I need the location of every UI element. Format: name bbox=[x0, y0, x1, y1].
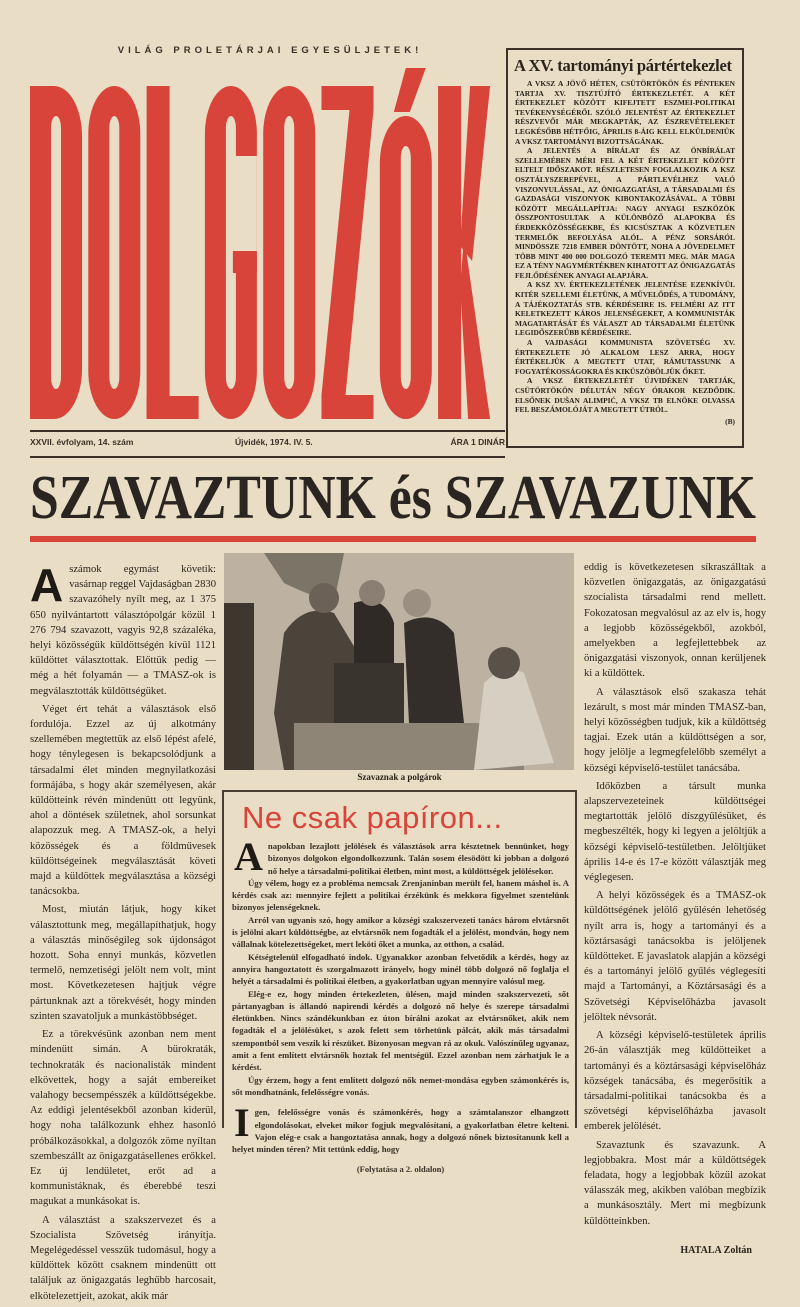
article-paragraph bbox=[232, 1100, 569, 1155]
article-paragraph: Elég-e ez, hogy minden értekezleten, ülésen, majd minden szakszervezeti, sőt pártanyagban is állandó napirendi kérdés a dolgozó nő helye és szerepe társadalmi életünkben. Nincs szándékunkban ez úton bírálni azokat az elvtársnőket, akik nem fogadták el a jelölésüket, s azok felett sem törhetünk pálcát, akik más társadalmi szempontból sem veszik ki részüket. Bizonyosan megvan rá az okuk. Valószínűleg ugyanaz, amit a fent említett elvtársnők hoztak fel mentségül. Ezzel azonban nem zárhatjuk le a kérdést. bbox=[232, 988, 569, 1073]
article-paragraph: Arról van ugyanis szó, hogy amikor a községi szakszervezeti tanács három elvtársnőt is jelölni akart küldöttségbe, az elvtársnők nem fogadták el a jelölést, mondván, hogy nem vállalnak kötelezettségeket, mert leköti őket a munka, az otthon, a család. bbox=[232, 914, 569, 950]
article-paragraph: eddig is következetesen síkraszálltak a közvetlen önigazgatás, az önigazgatású szocialista társadalmi rend mellett. Fokozatosan megvalósul az az elv is, hogy a legjobb közösségekből, azokból, amelyekben a legfejlettebbek az önigazgatási viszonyok, onnan kerüljenek ki a küldöttek. bbox=[584, 562, 766, 680]
article-paragraph: A választások első szakasza tehát lezárult, s most már minden TMASZ-ban, helyi közösségben tudjuk, kik a küldöttség tagjai. Ezek után a küldöttségen a sor, hogy jelölje a legmegfelelőbb személyt a községi képviselő-testület tanácsába. bbox=[584, 686, 766, 774]
article-paragraph: Kétségtelenül elfogadható indok. Ugyanakkor azonban felvetődik a kérdés, hogy az annyira hangoztatott és szorgalmazott irányelv, hogy minél több dolgozó nő foglalja el helyét a társadalmi és politikai életben, a gyakorlatban ugyan mennyire valósul meg. bbox=[232, 951, 569, 987]
drop-cap: I bbox=[234, 1100, 250, 1146]
article-paragraph bbox=[232, 834, 569, 879]
side-article-body bbox=[232, 834, 569, 1176]
article-paragraph: A községi képviselő-testületek április 26-án választják meg küldötteiket a tartományi és a köztársasági képviselőház községek tanácsába, és megerősítik a társadalmi-politikai tanácsokba és a szövetségi képviselőházba javasolt emberek jelölését. bbox=[584, 1030, 766, 1133]
voting-photo bbox=[224, 553, 574, 770]
masthead-logo bbox=[26, 64, 496, 424]
logo-letter-8-arm bbox=[460, 86, 490, 261]
voting-photo-image bbox=[224, 553, 574, 770]
article-paragraph: Időközben a társult munka alapszervezeteinek küldöttségei megtartották jelölő díszgyűlésüket, és megbeszélték, hogy ki legyen a jelöltjük a községi képviselő-testületben. Jelöltjüket április 14-e és 17-e között választják meg véglegesen. bbox=[584, 780, 766, 884]
article-paragraph: Ez a törekvésünk azonban nem ment mindenütt simán. A bürokraták, technokraták és nacionalisták mindent elkövettek, hogy a saját embereiket valahogy becsempésszék a küldöttségekbe. Az eddigi jelentésekből azonban kiderül, hogy noha találkozunk ehhez hasonló próbálkozásokkal, a dolgozók zöme nyíltan szembeszállt az önigazgatásellenes erőkkel. Ez új lendületet, erőt ad a kommunistáknak, és éberebbé teszi magukat a munkásokat is. bbox=[30, 1029, 216, 1208]
issue-price: ÁRA 1 DINÁR bbox=[450, 437, 505, 447]
paragraph-text: napokban lezajlott jelölések és választások arra késztetnek bennünket, hogy bizonyos dolgokon elgondolkozzunk. Talán sosem élesödött ki jobban a dolgozó nő helye a társadalmi-politikai életben, mint most, a küldöttségek jelölésekor. bbox=[267, 841, 569, 876]
side-article-box bbox=[222, 790, 577, 1175]
party-box-paragraph: A KSZ XV. ÉRTEKEZLETÉNEK JELENTÉSE EZENKÍVÜL KITÉR SZELLEMI ÉLETÜNK, A MŰVELŐDÉS, A TUDOMÁNY, A TÁJÉKOZTATÁS STB. KÉRDÉSEIRE IS. FELMÉRI AZ ITT KELETKEZETT KÁROS JELENSÉGEKET, A KOMMUNISTÁK MAGATARTÁSÁT ÉS VÁLASZT AD TÁRSADALMI ÉLETÜNK LEGIDŐSZERŰBB KÉRDÉSEIRE. bbox=[515, 280, 735, 338]
headline-red-rule bbox=[30, 536, 756, 542]
article-paragraph: A helyi közösségek és a TMASZ-ok küldöttségének jelölő gyűlésén lehetőség nyílt arra is, hogy a tartományi és a köztársasági tanácsokba is jelöljenek küldötteket. E javaslatok alapján a községi és a tartományi jelölő gyűlés véglegesíti majd a Tartományi, a Köztársasági és a Szövetségi Képviselőházba javasolt jelöltek névsorát. bbox=[584, 890, 766, 1023]
masthead-tagline: VILÁG PROLETÁRJAI EGYESÜLJETEK! bbox=[117, 45, 423, 56]
logo-letter-3-foot bbox=[147, 396, 199, 419]
masthead-rule-bottom bbox=[30, 456, 505, 458]
logo-letter-6-top bbox=[322, 86, 374, 110]
article-paragraph: A választást a szakszervezet és a Szocialista Szövetség irányítja. Megelégedéssel vesszük tudomásul, hogy a küldöttek között csaknem mindenütt ott találjuk az önigazgatás leghűbb harcosait, elkötelezettjeit, azokat, akik már bbox=[30, 1214, 216, 1302]
lead-article-right-column bbox=[584, 560, 766, 1258]
logo-letter-7-accent bbox=[394, 68, 426, 112]
logo-letter-6-diagonal bbox=[322, 110, 374, 395]
logo-letter-4-notch bbox=[231, 156, 257, 256]
paragraph-text: gen, felelősségre vonás és számonkérés, hogy a számtalanszor elhangzott elgondolásokat, elveket mikor fogjuk megvalósítani, a gyakorlatban életre kelteni. Vajon elég-e csak a hangoztatása annak, hogy a dolgozó nőnek biztosítanunk kell a helyet minden téren? Mit tettünk eddig, hogy bbox=[232, 1107, 569, 1155]
main-headline bbox=[28, 466, 758, 528]
logo-letter-1-counter bbox=[51, 116, 61, 389]
lead-article-left-column bbox=[30, 559, 216, 1307]
logo-letter-3 bbox=[147, 86, 170, 419]
party-box-title: A XV. tartományi pártértekezlet bbox=[514, 56, 732, 75]
logo-letter-4-bar bbox=[233, 251, 257, 273]
party-box-paragraph: A VAJDASÁGI KOMMUNISTA SZÖVETSÉG XV. ÉRTEKEZLETE JÓ ALKALOM LESZ ARRA, HOGY ÉRTÉKELJÜK A MEGTETT UTAT, RÁMUTASSUNK A FOGYATÉKOSSÁGOKRA ÉS KIKÜSZÖBÖLJÜK ŐKET. bbox=[515, 338, 735, 376]
article-author: HATALA Zoltán bbox=[680, 1244, 752, 1256]
logo-letter-2-counter bbox=[109, 116, 119, 389]
logo-letter-8-leg bbox=[460, 236, 490, 419]
party-box-signature: (B) bbox=[725, 416, 735, 426]
main-headline-text: SZAVAZTUNK és SZAVAZUNK bbox=[30, 466, 756, 528]
masthead-logo-letters bbox=[30, 68, 490, 419]
continued-note: (Folytatása a 2. oldalon) bbox=[356, 1164, 445, 1175]
issue-info-bar bbox=[30, 437, 505, 451]
article-paragraph: Véget ért tehát a választások első fordulója. Ezzel az új alkotmány szellemében megtettük az első lépést afelé, hogy ténylegesen is bekapcsolódjunk a társadalmi élet minden megnyilatkozási formájába, s hogy akár személyesen, akár küldötteink révén mindenütt ott legyünk, ahol a döntések születnek, ahol sorsunkat alapozzuk meg. A TMASZ-ok, a helyi közösségek és a földművesek küldöttségeinek megválasztását követi majd a küldöttek megválasztása a községi tanácsokba. bbox=[30, 703, 216, 898]
logo-letter-6-bottom bbox=[322, 395, 374, 419]
party-box-paragraph: A VKSZ A JÖVŐ HÉTEN, CSÜTÖRTÖKÖN ÉS PÉNTEKEN TARTJA XV. TISZTÚJÍTÓ ÉRTEKEZLETÉT. A KÉT ÉRTEKEZLET KÖZÖTT KIFEJTETT ESZMEI-POLITIKAI TEVÉKENYSÉGÉRŐL SZÓLÓ JELENTÉST AZ ÉRTEKEZLET RÉSZVEVŐI MÁR MEGKAPTÁK, AZ ÉSZREVÉTELEKET LEGKÉSŐBB HÉTFŐIG, ÁPRILIS 8-ÁIG KELL ELKÜLDENIÜK A VKSZ TARTOMÁNYI BIZOTTSÁGÁNAK. bbox=[515, 79, 735, 146]
photo-caption: Szavaznak a polgárok bbox=[357, 772, 442, 782]
logo-letter-5-counter bbox=[284, 116, 294, 389]
drop-cap: A bbox=[234, 834, 263, 879]
article-paragraph: Szavaztunk és szavazunk. A legjobbakra. Most már a küldöttségek feladata, hogy a legjobbak közül azokat válasszák meg, akikben valóban megbízik a munkásosztály. Mert mi megbízunk küldötteinkben. bbox=[584, 1139, 766, 1227]
issue-number: XXVII. évfolyam, 14. szám bbox=[30, 437, 134, 447]
logo-letter-8-stem bbox=[438, 86, 461, 419]
side-article-title: Ne csak papíron... bbox=[242, 800, 503, 835]
party-conference-box bbox=[506, 48, 744, 448]
paragraph-text: számok egymást követik: vasárnap reggel Vajdaságban 2830 szavazóhely nyílt meg, az 1 375 650 nyilvántartott választópolgár közül 1 276 794 szavazott, vagyis 92,8 százaléka, helyi közösségük küldöttségén kívül 1121 küldöttet választottak. Előttük pedig — még a hét folyamán — a TMASZ-ok is megválasztották küldöttségüket. bbox=[30, 564, 216, 697]
article-paragraph: Most, miután látjuk, hogy kiket választottunk meg, megállapíthatjuk, hogy a választás minőségileg sok újdonságot hozott. Soha ennyi munkás, közvetlen termelő, nemzetiségi jelölt nem volt, mint most. Következetesen hajtjuk végre pártunknak azt a törekvését, hogy minden szinten szavatoljuk a munkástöbbséget. bbox=[30, 904, 216, 1022]
logo-letter-7-counter bbox=[401, 146, 411, 389]
article-paragraph: Úgy érzem, hogy a fent említett dolgozó nők nemet-mondása egyben számonkérés is, sőt mondhatnánk, felelősségre vonás. bbox=[232, 1074, 569, 1097]
party-box-paragraph: A JELENTÉS A BÍRÁLAT ÉS AZ ÖNBÍRÁLAT SZELLEMÉBEN MÉRI FEL A KÉT ÉRTEKEZLET KÖZÖTT ELTELT IDŐSZAKOT. RÉSZLETESEN FOGLALKOZIK A KSZ OSZTÁLYSZEREPÉVEL, A PÁRTLEVÉLHEZ VALÓ VISZONYULÁSSAL, AZ ÖNIGAZGATÁSI, A TÁRSADALMI ÉS GAZDASÁGI VISZONYOK KIBONTAKOZÁSÁVAL. A TÖBBI KÖZÖTT MEGÁLLAPÍTJA: NAGY ANYAGI ESZKÖZÖK ÖSSZPONTOSULTAK A KÜLÖNBÖZŐ ALAPOKBA ÉS ÉRDEKKÖZÖSSÉGEKBE, ÉS KICSÚSZTAK A KÖZVETLEN TERMELŐK BEFOLYÁSA ALÓL. A PÉNZ SORSÁRÓL MINDÖSSZE 7218 EMBER DÖNTÖTT, NOHA A JÖVEDELMET TÖBB MINT 400 000 DOLGOZÓ TEREMTI MEG. MÁR MAGA EZ A TÉNY NAGYMÉRTÉKBEN KIHATOTT AZ ÖNIGAZGATÁS FEJLŐDÉSÉNEK ANYAGI ALAPJÁRA. bbox=[515, 146, 735, 280]
article-paragraph: Úgy vélem, hogy ez a probléma nemcsak Zrenjaninban merült fel, hanem máshol is. A kérdés csak az: mennyire fejlett a politikai érzékünk és mekkora figyelmet szentelünk bizonyos jelenségeknek. bbox=[232, 877, 569, 913]
masthead-rule-top bbox=[30, 430, 505, 432]
party-box-paragraph: A VKSZ ÉRTEKEZLETÉT ÚJVIDÉKEN TARTJÁK, CSÜTÖRTÖKÖN DÉLUTÁN NÉGY ÓRAKOR KEZDŐDIK. ELSŐNEK DUŠAN ALIMPIĆ, A VKSZ TB ELNÖKE OLVASSA FEL BESZÁMOLÓJÁT A MEGTETT ÚTRÓL. bbox=[515, 376, 735, 415]
article-paragraph bbox=[30, 559, 216, 699]
drop-cap: A bbox=[30, 559, 64, 611]
issue-date: Újvidék, 1974. IV. 5. bbox=[235, 437, 313, 447]
